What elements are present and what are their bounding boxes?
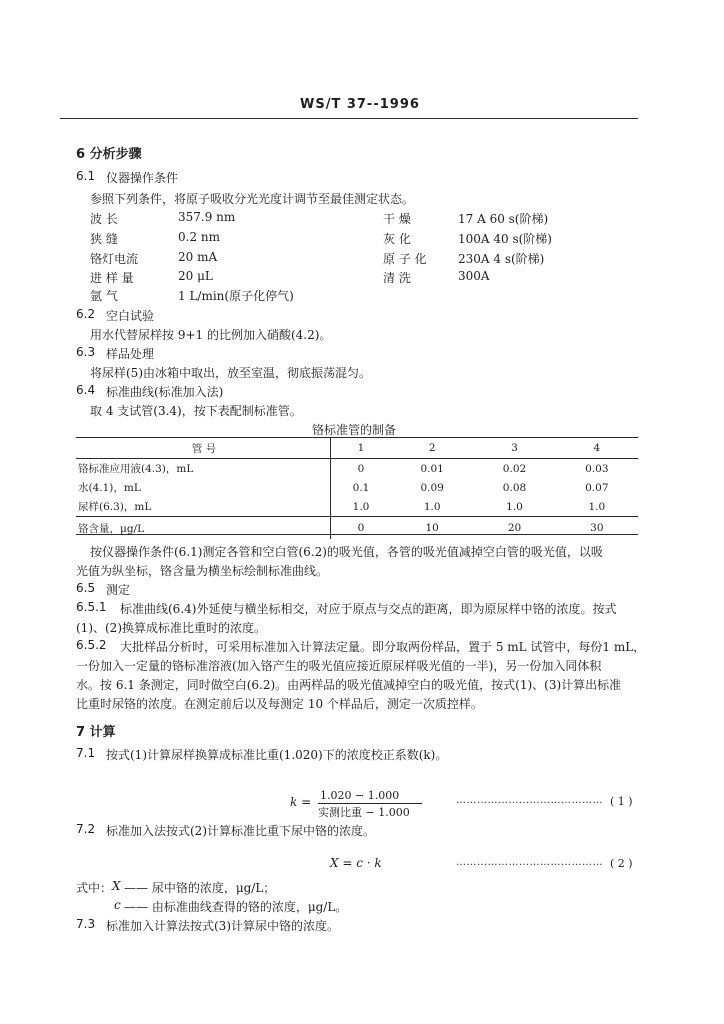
- cond-label: 清 洗: [383, 271, 411, 285]
- table-cell: 0.03: [585, 462, 609, 475]
- s62-title: 空白试验: [106, 309, 155, 323]
- s71-text: 按式(1)计算尿样换算成标准比重(1.020)下的浓度校正系数(k)。: [106, 748, 448, 762]
- cond-value: 357.9 nm: [178, 210, 236, 224]
- eq1-numerator: 1.020 − 1.000: [320, 789, 400, 802]
- s62-number: 6.2: [76, 307, 96, 321]
- s61-title: 仪器操作条件: [106, 171, 179, 185]
- cond-label: 干 燥: [383, 212, 411, 226]
- table-row: [76, 478, 638, 497]
- standard-code: WS/T 37--1996: [300, 97, 420, 112]
- cond-value: 100A 40 s(阶梯): [458, 232, 552, 246]
- s63-number: 6.3: [76, 345, 96, 359]
- where-c-symbol: c: [114, 898, 121, 912]
- s73-number: 7.3: [76, 917, 96, 931]
- s64-after-line2: 光值为纵坐标，铬含量为横坐标绘制标准曲线。: [76, 564, 329, 578]
- cond-value: 300A: [458, 269, 490, 283]
- s651-line2: (1)、(2)换算成标准比重时的浓度。: [76, 621, 266, 635]
- table-cell: 30: [556, 517, 638, 540]
- table-row: [76, 459, 638, 479]
- cond-label: 氩 气: [90, 289, 118, 303]
- cond-label: 灰 化: [383, 232, 411, 246]
- table-cell: 20: [473, 517, 555, 540]
- row-label: 尿样(6.3)，mL: [76, 497, 331, 517]
- table-cell: 1.0: [423, 500, 441, 513]
- cond-label: 波 长: [90, 212, 118, 226]
- table-cell: 1.0: [506, 500, 523, 513]
- s652-line3: 水。按 6.1 条测定，同时做空白(6.2)。由两样品的吸光值减掉空白的吸光值，按式(1)、(3)计算出标准: [76, 678, 622, 692]
- table-cell: 10: [391, 517, 473, 540]
- table-cell: 0.08: [502, 481, 527, 494]
- s62-text: 用水代替尿样按 9+1 的比例加入硝酸(4.2)。: [90, 328, 332, 342]
- cond-label: 进 样 量: [90, 271, 134, 285]
- s652-line4: 比重时尿铬的浓度。在测定前后以及每测定 10 个样品后，测定一次质控样。: [76, 697, 483, 711]
- s63-title: 样品处理: [106, 347, 155, 361]
- cond-value: 20 mA: [178, 250, 218, 264]
- s72-number: 7.2: [76, 822, 96, 836]
- section-6-title: 6 分析步骤: [76, 147, 142, 162]
- eq2-tag: ( 2 ): [610, 857, 633, 870]
- s73-text: 标准加入计算法按式(3)计算尿中铬的浓度。: [106, 919, 339, 933]
- table-total-row: [76, 517, 638, 540]
- table-cell: 0: [331, 517, 392, 540]
- eq1-dots: ……………………………………: [456, 795, 603, 806]
- table-header-row: [76, 438, 638, 459]
- where-prefix: 式中：: [76, 881, 113, 895]
- where-c-desc: —— 由标准曲线查得的铬的浓度，μg/L。: [124, 900, 348, 914]
- s652-number: 6.5.2: [76, 638, 107, 652]
- eq2-dots: ……………………………………: [456, 857, 603, 868]
- s61-number: 6.1: [76, 169, 96, 183]
- table-caption: 铬标准管的制备: [312, 423, 397, 437]
- s63-text: 将尿样(5)由冰箱中取出，放至室温，彻底振荡混匀。: [90, 366, 372, 380]
- standard-tube-table: [76, 438, 638, 539]
- table-bottom-rule: [76, 534, 638, 535]
- where-x-desc: —— 尿中铬的浓度，μg/L；: [124, 881, 276, 895]
- table-cell: 0.1: [352, 481, 370, 494]
- cond-value: 17 A 60 s(阶梯): [458, 212, 549, 226]
- s65-title: 测定: [106, 583, 131, 597]
- where-x-symbol: X: [112, 879, 121, 893]
- s652-line1: 大批样品分析时，可采用标准加入计算法定量。即分取两份样品，置于 5 mL 试管中，每份1 mL，: [120, 640, 646, 654]
- table-cell: 0.02: [502, 462, 527, 475]
- table-cell: 1.0: [588, 500, 606, 513]
- header-cell: 管 号: [76, 438, 331, 459]
- row-label: 水(4.1)，mL: [76, 478, 331, 497]
- eq1-denominator: 实测比重 − 1.000: [318, 806, 410, 819]
- table-cell: 0.09: [420, 481, 444, 494]
- table-cell: 0.01: [420, 462, 444, 475]
- s64-intro: 取 4 支试管(3.4)，按下表配制标准管。: [90, 404, 302, 418]
- section-7-title: 7 计算: [76, 725, 116, 740]
- s651-number: 6.5.1: [76, 600, 107, 614]
- s64-number: 6.4: [76, 383, 96, 397]
- cond-value: 1 L/min(原子化停气): [178, 289, 294, 303]
- s652-line2: 一份加入一定量的铬标准溶液(加入铬产生的吸光值应接近原尿样吸光值的一半)，另一份加入同体积: [76, 659, 602, 673]
- table-cell: 0.07: [585, 481, 609, 494]
- s71-number: 7.1: [76, 746, 96, 760]
- cond-label: 铬灯电流: [90, 252, 139, 266]
- cond-value: 0.2 nm: [178, 230, 221, 244]
- table-cell: 0: [357, 462, 365, 475]
- cond-label: 狭 缝: [90, 232, 118, 246]
- header-cell: 4: [556, 438, 638, 459]
- s64-title: 标准曲线(标准加入法): [106, 385, 224, 399]
- s651-line1: 标准曲线(6.4)外延使与横坐标相交，对应于原点与交点的距离，即为原尿样中铬的浓度。按式: [120, 602, 617, 616]
- s61-intro: 参照下列条件，将原子吸收分光光度计调节至最佳测定状态。: [90, 192, 415, 206]
- cond-value: 230A 4 s(阶梯): [458, 252, 545, 266]
- cond-value: 20 μL: [178, 269, 213, 283]
- cond-label: 原 子 化: [383, 252, 427, 266]
- table-cell: 1.0: [352, 500, 370, 513]
- header-rule: [60, 118, 638, 119]
- header-cell: 1: [331, 438, 392, 459]
- table-row: [76, 497, 638, 517]
- s65-number: 6.5: [76, 581, 96, 595]
- eq2-expression: X = c · k: [330, 856, 382, 870]
- row-label: 铬含量，μg/L: [76, 517, 331, 540]
- s72-text: 标准加入法按式(2)计算标准比重下尿中铬的浓度。: [106, 824, 375, 838]
- s64-after-line1: 按仪器操作条件(6.1)测定各管和空白管(6.2)的吸光值，各管的吸光值减掉空白管的吸光值，以吸: [90, 545, 603, 559]
- header-cell: 3: [473, 438, 555, 459]
- eq1-lhs: k =: [290, 795, 312, 809]
- row-label: 铬标准应用液(4.3)，mL: [76, 459, 331, 479]
- header-cell: 2: [391, 438, 473, 459]
- eq1-tag: ( 1 ): [610, 795, 633, 808]
